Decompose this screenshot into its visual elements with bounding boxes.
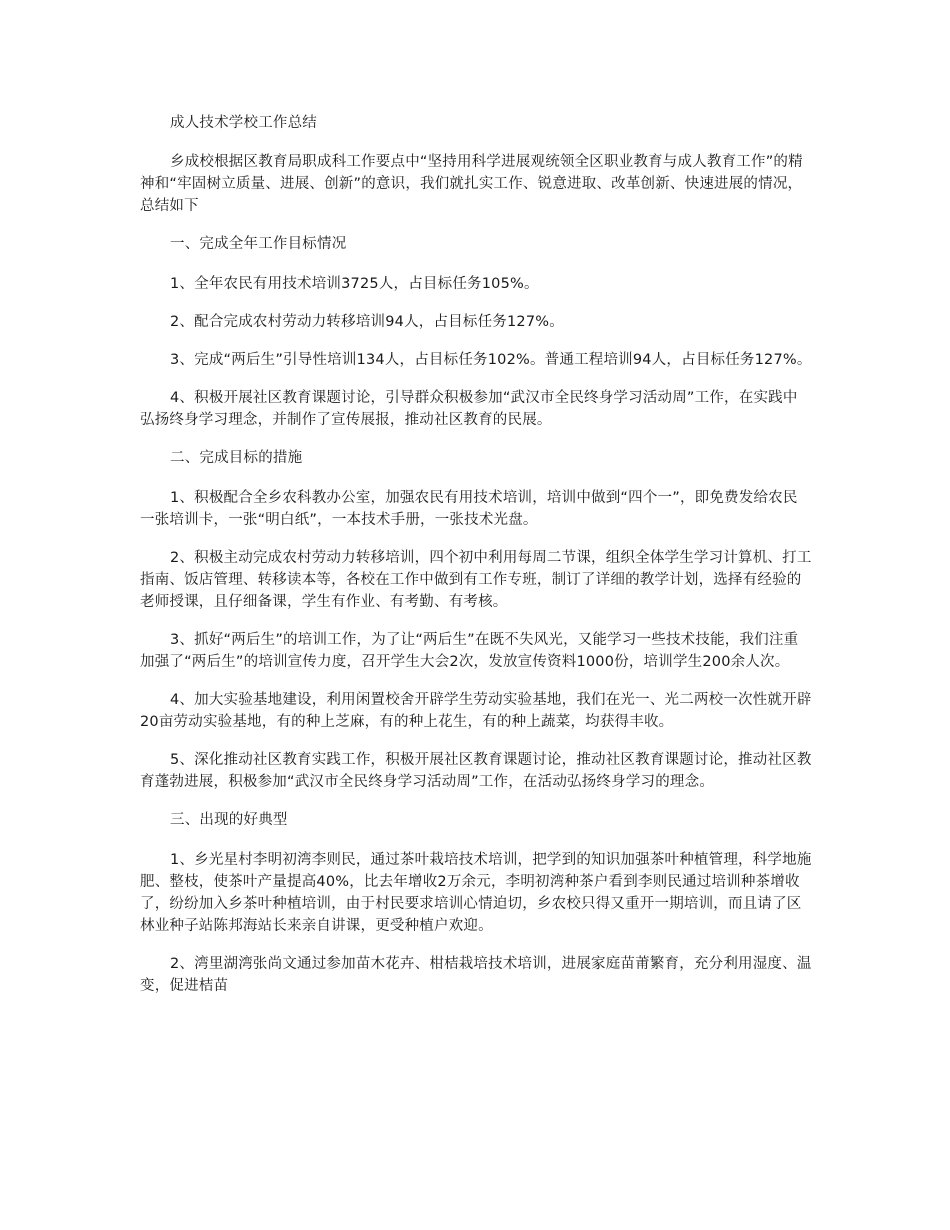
section-heading-3: 三、出现的好典型 [170, 812, 288, 828]
list-item: 2、湾里湖湾张尚文通过参加苗木花卉、柑桔栽培技术培训，进展家庭苗莆繁育，充分利用湿度、温变，促进桔苗 [140, 956, 812, 994]
intro-paragraph: 乡成校根据区教育局职成科工作要点中“坚持用科学进展观统领全区职业教育与成人教育工作”的精神和“牢固树立质量、进展、创新”的意识，我们就扎实工作、锐意进取、改革创新、快速进展的情况，总结如下 [140, 154, 803, 214]
list-item: 3、抓好“两后生”的培训工作，为了让“两后生”在既不失风光，又能学习一些技术技能，我们注重加强了“两后生”的培训宣传力度，召开学生大会2次，发放宣传资料1000份，培训学生200余人次。 [140, 632, 799, 670]
document-page [140, 112, 812, 1013]
list-item: 4、积极开展社区教育课题讨论，引导群众积极参加“武汉市全民终身学习活动周”工作，在实践中弘扬终身学习理念，并制作了宣传展报，推动社区教育的民展。 [140, 390, 798, 428]
list-item: 2、配合完成农村劳动力转移培训94人，占目标任务127%。 [170, 314, 564, 330]
section-heading-2: 二、完成目标的措施 [170, 450, 303, 466]
list-item: 5、深化推动社区教育实践工作，积极开展社区教育课题讨论，推动社区教育课题讨论，推动社区教育蓬勃进展，积极参加“武汉市全民终身学习活动周”工作，在活动弘扬终身学习的理念。 [140, 752, 812, 790]
list-item: 4、加大实验基地建设，利用闲置校舍开辟学生劳动实验基地，我们在光一、光二两校一次性就开辟20亩劳动实验基地，有的种上芝麻，有的种上花生，有的种上蔬菜，均获得丰收。 [140, 692, 812, 730]
list-item: 2、积极主动完成农村劳动力转移培训，四个初中利用每周二节课，组织全体学生学习计算机、打工指南、饭店管理、转移读本等，各校在工作中做到有工作专班，制订了详细的教学计划，选择有经验的老师授课，且仔细备课，学生有作业、有考勤、有考核。 [140, 550, 812, 610]
list-item: 3、完成“两后生”引导性培训134人，占目标任务102%。普通工程培训94人，占目标任务127%。 [170, 352, 812, 368]
list-item: 1、积极配合全乡农科教办公室，加强农民有用技术培训，培训中做到“四个一”，即免费发给农民一张培训卡，一张“明白纸”，一本技术手册，一张技术光盘。 [140, 490, 798, 528]
list-item: 1、乡光星村李明初湾李则民，通过茶叶栽培技术培训，把学到的知识加强茶叶种植管理，科学地施肥、整枝，使茶叶产量提高40%，比去年增收2万余元，李明初湾种茶户看到李则民通过培训种茶增收了，纷纷加入乡茶叶种植培训，由于村民要求培训心情迫切，乡农校只得又重开一期培训，而且请了区林业种子站陈邦海站长来亲自讲课，更受种植户欢迎。 [140, 852, 812, 934]
section-heading-1: 一、完成全年工作目标情况 [170, 236, 347, 252]
document-title: 成人技术学校工作总结 [170, 115, 317, 131]
list-item: 1、全年农民有用技术培训3725人，占目标任务105%。 [170, 276, 539, 292]
